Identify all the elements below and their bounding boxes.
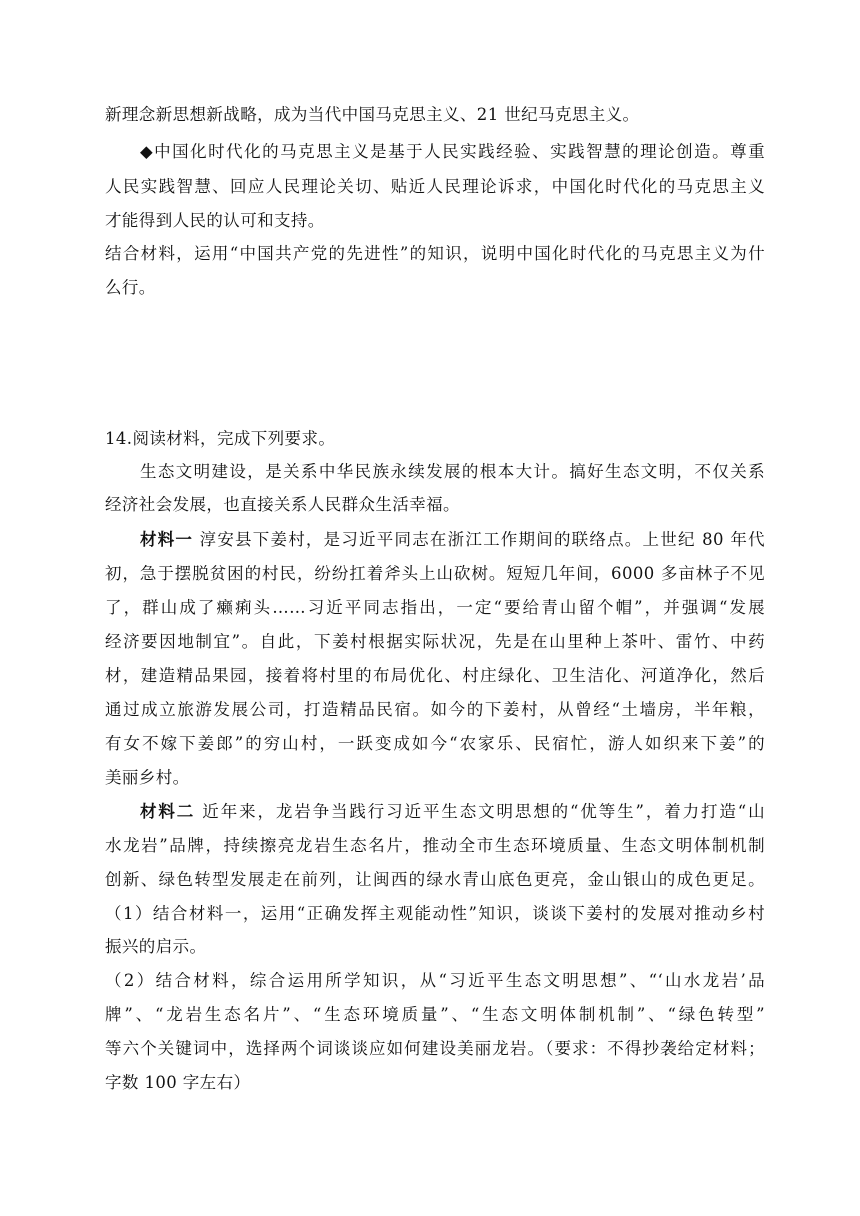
material-one-line: 初，急于摆脱贫困的村民，纷纷扛着斧头上山砍树。短短几年间，6000 多亩林子不见: [105, 564, 765, 583]
material-one-line: 经济要因地制宜”。自此，下姜村根据实际状况，先是在山里种上茶叶、雷竹、中药: [105, 632, 765, 651]
material-two-label: 材料二: [140, 802, 196, 821]
sub-question-2-line: 等六个关键词中，选择两个词谈谈应如何建设美丽龙岩。（要求：不得抄袭给定材料；: [105, 1039, 765, 1058]
q13-bullet-line: 人民实践智慧、回应人民理论关切、贴近人民理论诉求，中国化时代化的马克思主义: [105, 177, 765, 196]
sub-question-2-line: （2）结合材料，综合运用所学知识，从“习近平生态文明思想”、“‘山水龙岩’品: [105, 971, 765, 990]
material-one-line: 材，建造精品果园，接着将村里的布局优化、村庄绿化、卫生洁化、河道净化，然后: [105, 666, 765, 685]
sub-question-2-line: 牌”、“龙岩生态名片”、“生态环境质量”、“生态文明体制机制”、“绿色转型”: [105, 1005, 765, 1024]
q13-question-line: 么行。: [105, 278, 156, 297]
material-two-line: [140, 801, 765, 823]
q13-question-line: 结合材料，运用“中国共产党的先进性”的知识，说明中国化时代化的马克思主义为什: [105, 244, 765, 263]
sub-question-1-line: 振兴的启示。: [105, 937, 207, 956]
q14-heading: 14.阅读材料，完成下列要求。: [105, 429, 336, 448]
material-one-line: 了，群山成了癞痢头……习近平同志指出，一定“要给青山留个帽”，并强调“发展: [105, 598, 765, 617]
q13-text-line: 新理念新思想新战略，成为当代中国马克思主义、21 世纪马克思主义。: [105, 105, 640, 124]
material-one-line: 通过成立旅游发展公司，打造精品民宿。如今的下姜村，从曾经“土墙房，半年粮，: [105, 700, 765, 719]
material-one-text: 淳安县下姜村，是习近平同志在浙江工作期间的联络点。上世纪 80 年代: [193, 530, 766, 549]
sub-question-2-line: 字数 100 字左右）: [105, 1073, 251, 1092]
sub-question-1-line: （1）结合材料一，运用“正确发挥主观能动性”知识，谈谈下姜村的发展对推动乡村: [105, 904, 765, 923]
q14-intro-line: 经济社会发展，也直接关系人民群众生活幸福。: [105, 495, 460, 514]
material-one-line: 美丽乡村。: [105, 768, 190, 787]
material-two-text: 近年来，龙岩争当践行习近平生态文明思想的“优等生”，着力打造“山: [195, 802, 765, 821]
q14-intro-line: 生态文明建设，是关系中华民族永续发展的根本大计。搞好生态文明，不仅关系: [140, 462, 765, 481]
material-two-line: 创新、绿色转型发展走在前列，让闽西的绿水青山底色更亮，金山银山的成色更足。: [105, 870, 765, 889]
material-one-label: 材料一: [140, 530, 194, 549]
material-two-line: 水龙岩”品牌，持续擦亮龙岩生态名片，推动全市生态环境质量、生态文明体制机制: [105, 836, 765, 855]
q13-bullet-line: ◆中国化时代化的马克思主义是基于人民实践经验、实践智慧的理论创造。尊重: [140, 142, 765, 161]
q13-bullet-line: 才能得到人民的认可和支持。: [105, 211, 325, 230]
material-one-line: 有女不嫁下姜郎”的穷山村，一跃变成如今“农家乐、民宿忙，游人如织来下姜”的: [105, 734, 765, 753]
material-one-line: [140, 529, 765, 551]
